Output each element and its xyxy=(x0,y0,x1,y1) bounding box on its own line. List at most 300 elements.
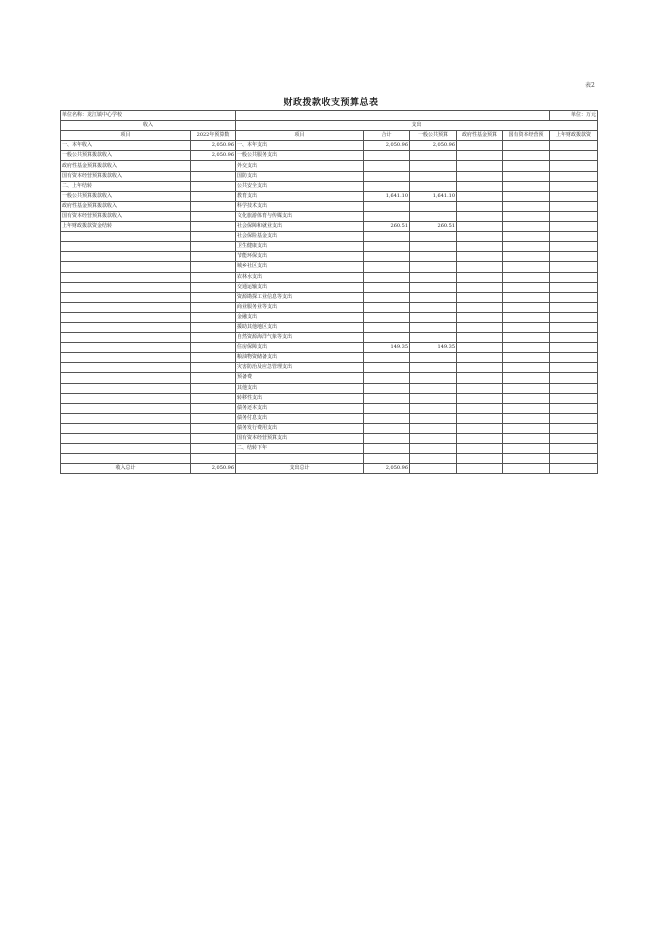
expense-item-cell: 教育支出 xyxy=(236,191,364,201)
general-budget-cell: 1,641.10 xyxy=(410,191,457,201)
prev-year-cell xyxy=(550,211,598,221)
table-row xyxy=(61,423,598,433)
general-budget-cell xyxy=(410,383,457,393)
prev-year-cell xyxy=(550,434,598,444)
gov-fund-cell xyxy=(457,282,503,292)
prev-year-cell xyxy=(550,302,598,312)
total-cell xyxy=(364,333,410,343)
general-budget-cell xyxy=(410,292,457,302)
prev-year-cell xyxy=(550,171,598,181)
total-row xyxy=(61,464,598,474)
gov-fund-cell xyxy=(457,373,503,383)
total-cell xyxy=(364,292,410,302)
income-item-cell xyxy=(61,454,191,464)
expense-item-cell: 住房保障支出 xyxy=(236,343,364,353)
state-capital-cell xyxy=(503,373,550,383)
col-expense-item: 项目 xyxy=(236,131,364,141)
income-total-label: 收入总计 xyxy=(61,464,191,474)
prev-year-cell xyxy=(550,262,598,272)
income-amount-cell xyxy=(191,312,236,322)
prev-year-cell xyxy=(550,423,598,433)
col-total: 合计 xyxy=(364,131,410,141)
general-budget-cell xyxy=(410,353,457,363)
total-cell: 1,641.10 xyxy=(364,191,410,201)
gov-fund-cell xyxy=(457,302,503,312)
income-item-cell: 一般公共预算拨款收入 xyxy=(61,151,191,161)
prev-year-cell xyxy=(550,201,598,211)
total-cell: 149.35 xyxy=(364,343,410,353)
expense-total-label: 支出总计 xyxy=(236,464,364,474)
state-capital-cell xyxy=(503,171,550,181)
expense-item-cell: 粮油物资储备支出 xyxy=(236,353,364,363)
footer-gov-fund-cell xyxy=(457,464,503,474)
general-budget-cell xyxy=(410,363,457,373)
prev-year-cell xyxy=(550,444,598,454)
table-row xyxy=(61,333,598,343)
expense-item-cell: 公共安全支出 xyxy=(236,181,364,191)
gov-fund-cell xyxy=(457,423,503,433)
footer-state-capital-cell xyxy=(503,464,550,474)
state-capital-cell xyxy=(503,201,550,211)
col-prev-year: 上年财政拨款资 xyxy=(550,131,598,141)
prev-year-cell xyxy=(550,343,598,353)
expense-header: 支出 xyxy=(236,121,598,131)
prev-year-cell xyxy=(550,363,598,373)
income-amount-cell xyxy=(191,393,236,403)
table-row xyxy=(61,413,598,423)
prev-year-cell xyxy=(550,191,598,201)
col-budget-2022: 2022年预算数 xyxy=(191,131,236,141)
income-item-cell: 一、本年收入 xyxy=(61,141,191,151)
total-cell xyxy=(364,272,410,282)
state-capital-cell xyxy=(503,141,550,151)
gov-fund-cell xyxy=(457,322,503,332)
table-row xyxy=(61,292,598,302)
income-amount-cell xyxy=(191,373,236,383)
table-row xyxy=(61,161,598,171)
total-cell xyxy=(364,353,410,363)
unit-row xyxy=(61,111,598,121)
general-budget-cell xyxy=(410,333,457,343)
income-item-cell xyxy=(61,292,191,302)
expense-item-cell: 社会保障和就业支出 xyxy=(236,222,364,232)
general-budget-cell: 260.51 xyxy=(410,222,457,232)
expense-item-cell: 金融支出 xyxy=(236,312,364,322)
expense-item-cell: 商业服务业等支出 xyxy=(236,302,364,312)
state-capital-cell xyxy=(503,282,550,292)
income-item-cell xyxy=(61,423,191,433)
state-capital-cell xyxy=(503,151,550,161)
income-amount-cell xyxy=(191,353,236,363)
prev-year-cell xyxy=(550,373,598,383)
income-amount-cell xyxy=(191,171,236,181)
total-cell xyxy=(364,201,410,211)
prev-year-cell xyxy=(550,252,598,262)
total-cell: 260.51 xyxy=(364,222,410,232)
total-cell xyxy=(364,423,410,433)
expense-item-cell xyxy=(236,454,364,464)
income-item-cell: 政府性基金预算拨款收入 xyxy=(61,201,191,211)
expense-item-cell: 节能环保支出 xyxy=(236,252,364,262)
state-capital-cell xyxy=(503,423,550,433)
prev-year-cell xyxy=(550,151,598,161)
table-row xyxy=(61,302,598,312)
expense-item-cell: 灾害防治及应急管理支出 xyxy=(236,363,364,373)
income-amount-cell xyxy=(191,222,236,232)
state-capital-cell xyxy=(503,242,550,252)
general-budget-cell xyxy=(410,413,457,423)
gov-fund-cell xyxy=(457,343,503,353)
income-item-cell xyxy=(61,262,191,272)
income-amount-cell xyxy=(191,302,236,312)
col-general-budget: 一般公共预算 xyxy=(410,131,457,141)
prev-year-cell xyxy=(550,312,598,322)
total-cell xyxy=(364,232,410,242)
income-item-cell xyxy=(61,373,191,383)
gov-fund-cell xyxy=(457,363,503,373)
general-budget-cell xyxy=(410,242,457,252)
total-cell xyxy=(364,373,410,383)
expense-item-cell: 卫生健康支出 xyxy=(236,242,364,252)
income-item-cell xyxy=(61,232,191,242)
table-row xyxy=(61,211,598,221)
table-row xyxy=(61,403,598,413)
state-capital-cell xyxy=(503,444,550,454)
general-budget-cell xyxy=(410,232,457,242)
state-capital-cell xyxy=(503,343,550,353)
expense-item-cell: 一、本年支出 xyxy=(236,141,364,151)
table-row xyxy=(61,373,598,383)
expense-item-cell: 资源勘探工业信息等支出 xyxy=(236,292,364,302)
general-budget-cell xyxy=(410,282,457,292)
table-row xyxy=(61,181,598,191)
income-item-cell: 二、上年结转 xyxy=(61,181,191,191)
total-cell xyxy=(364,282,410,292)
table-row xyxy=(61,252,598,262)
state-capital-cell xyxy=(503,454,550,464)
table-row xyxy=(61,383,598,393)
expense-item-cell: 外交支出 xyxy=(236,161,364,171)
gov-fund-cell xyxy=(457,393,503,403)
income-amount-cell xyxy=(191,444,236,454)
section-header-row xyxy=(61,121,598,131)
expense-item-cell: 二、结转下年 xyxy=(236,444,364,454)
general-budget-cell xyxy=(410,454,457,464)
table-number: 表2 xyxy=(585,82,595,89)
income-item-cell xyxy=(61,444,191,454)
expense-item-cell: 转移性支出 xyxy=(236,393,364,403)
gov-fund-cell xyxy=(457,161,503,171)
state-capital-cell xyxy=(503,222,550,232)
state-capital-cell xyxy=(503,292,550,302)
income-item-cell: 政府性基金预算拨款收入 xyxy=(61,161,191,171)
general-budget-cell: 2,050.96 xyxy=(410,141,457,151)
gov-fund-cell xyxy=(457,454,503,464)
table-row xyxy=(61,454,598,464)
expense-item-cell: 国有资本经营预算支出 xyxy=(236,434,364,444)
income-amount-cell xyxy=(191,211,236,221)
income-amount-cell xyxy=(191,454,236,464)
income-item-cell xyxy=(61,312,191,322)
general-budget-cell: 149.35 xyxy=(410,343,457,353)
income-amount-cell xyxy=(191,403,236,413)
income-item-cell xyxy=(61,322,191,332)
table-row xyxy=(61,363,598,373)
unit-name: 单位名称：龙江镇中心学校 xyxy=(61,111,236,121)
general-budget-cell xyxy=(410,393,457,403)
table-row xyxy=(61,232,598,242)
prev-year-cell xyxy=(550,403,598,413)
table-row xyxy=(61,141,598,151)
state-capital-cell xyxy=(503,211,550,221)
table-row xyxy=(61,151,598,161)
gov-fund-cell xyxy=(457,272,503,282)
unit-label: 单位：万元 xyxy=(550,111,598,121)
prev-year-cell xyxy=(550,222,598,232)
general-budget-cell xyxy=(410,444,457,454)
total-cell xyxy=(364,383,410,393)
general-budget-cell xyxy=(410,211,457,221)
state-capital-cell xyxy=(503,161,550,171)
total-cell xyxy=(364,161,410,171)
table-row xyxy=(61,242,598,252)
total-cell xyxy=(364,393,410,403)
income-amount-cell xyxy=(191,423,236,433)
income-total-value: 2,050.96 xyxy=(191,464,236,474)
income-item-cell xyxy=(61,333,191,343)
income-header: 收入 xyxy=(61,121,236,131)
general-budget-cell xyxy=(410,423,457,433)
general-budget-cell xyxy=(410,302,457,312)
table-row xyxy=(61,312,598,322)
table-row xyxy=(61,343,598,353)
prev-year-cell xyxy=(550,242,598,252)
expense-item-cell: 债务付息支出 xyxy=(236,413,364,423)
income-item-cell xyxy=(61,302,191,312)
gov-fund-cell xyxy=(457,353,503,363)
general-budget-cell xyxy=(410,434,457,444)
income-item-cell: 上年财政拨款资金结转 xyxy=(61,222,191,232)
income-item-cell xyxy=(61,272,191,282)
table-row xyxy=(61,282,598,292)
total-cell xyxy=(364,413,410,423)
prev-year-cell xyxy=(550,161,598,171)
total-cell xyxy=(364,211,410,221)
state-capital-cell xyxy=(503,262,550,272)
gov-fund-cell xyxy=(457,151,503,161)
income-amount-cell xyxy=(191,181,236,191)
table-row xyxy=(61,191,598,201)
general-budget-cell xyxy=(410,161,457,171)
table-row xyxy=(61,393,598,403)
prev-year-cell xyxy=(550,413,598,423)
expense-item-cell: 预备费 xyxy=(236,373,364,383)
gov-fund-cell xyxy=(457,211,503,221)
income-item-cell xyxy=(61,383,191,393)
total-cell xyxy=(364,242,410,252)
table-row xyxy=(61,434,598,444)
expense-item-cell: 一般公共服务支出 xyxy=(236,151,364,161)
state-capital-cell xyxy=(503,302,550,312)
general-budget-cell xyxy=(410,181,457,191)
gov-fund-cell xyxy=(457,262,503,272)
income-amount-cell xyxy=(191,413,236,423)
gov-fund-cell xyxy=(457,312,503,322)
budget-table xyxy=(60,110,598,474)
table-row xyxy=(61,262,598,272)
income-amount-cell xyxy=(191,343,236,353)
general-budget-cell xyxy=(410,171,457,181)
gov-fund-cell xyxy=(457,201,503,211)
table-row xyxy=(61,322,598,332)
total-cell xyxy=(364,363,410,373)
prev-year-cell xyxy=(550,322,598,332)
gov-fund-cell xyxy=(457,252,503,262)
income-item-cell xyxy=(61,393,191,403)
state-capital-cell xyxy=(503,312,550,322)
income-amount-cell xyxy=(191,161,236,171)
col-state-capital: 国有资本经营预 xyxy=(503,131,550,141)
gov-fund-cell xyxy=(457,141,503,151)
income-item-cell xyxy=(61,353,191,363)
income-item-cell: 国有资本经营预算拨款收入 xyxy=(61,211,191,221)
gov-fund-cell xyxy=(457,434,503,444)
income-amount-cell xyxy=(191,242,236,252)
table-row xyxy=(61,222,598,232)
gov-fund-cell xyxy=(457,171,503,181)
gov-fund-cell xyxy=(457,444,503,454)
state-capital-cell xyxy=(503,434,550,444)
total-cell xyxy=(364,262,410,272)
income-item-cell xyxy=(61,403,191,413)
expense-item-cell: 城乡社区支出 xyxy=(236,262,364,272)
income-item-cell: 国有资本经营预算拨款收入 xyxy=(61,171,191,181)
table-row xyxy=(61,444,598,454)
income-amount-cell: 2,050.96 xyxy=(191,151,236,161)
gov-fund-cell xyxy=(457,413,503,423)
prev-year-cell xyxy=(550,292,598,302)
gov-fund-cell xyxy=(457,232,503,242)
state-capital-cell xyxy=(503,191,550,201)
income-item-cell xyxy=(61,434,191,444)
prev-year-cell xyxy=(550,282,598,292)
income-amount-cell xyxy=(191,383,236,393)
general-budget-cell xyxy=(410,403,457,413)
col-gov-fund: 政府性基金预算 xyxy=(457,131,503,141)
income-amount-cell xyxy=(191,333,236,343)
income-amount-cell xyxy=(191,272,236,282)
prev-year-cell xyxy=(550,141,598,151)
total-cell xyxy=(364,312,410,322)
table-row xyxy=(61,272,598,282)
income-item-cell xyxy=(61,252,191,262)
expense-total-value: 2,050.96 xyxy=(364,464,410,474)
expense-item-cell: 自然资源海洋气象等支出 xyxy=(236,333,364,343)
expense-item-cell: 科学技术支出 xyxy=(236,201,364,211)
total-cell: 2,050.96 xyxy=(364,141,410,151)
state-capital-cell xyxy=(503,393,550,403)
gov-fund-cell xyxy=(457,383,503,393)
general-budget-cell xyxy=(410,201,457,211)
gov-fund-cell xyxy=(457,333,503,343)
income-amount-cell xyxy=(191,363,236,373)
total-cell xyxy=(364,403,410,413)
general-budget-cell xyxy=(410,151,457,161)
prev-year-cell xyxy=(550,181,598,191)
total-cell xyxy=(364,252,410,262)
state-capital-cell xyxy=(503,322,550,332)
income-amount-cell xyxy=(191,292,236,302)
table-row xyxy=(61,353,598,363)
income-item-cell xyxy=(61,282,191,292)
prev-year-cell xyxy=(550,333,598,343)
expense-item-cell: 其他支出 xyxy=(236,383,364,393)
state-capital-cell xyxy=(503,252,550,262)
page-title: 财政拨款收支预算总表 xyxy=(283,98,379,108)
income-item-cell xyxy=(61,413,191,423)
prev-year-cell xyxy=(550,393,598,403)
state-capital-cell xyxy=(503,333,550,343)
total-cell xyxy=(364,171,410,181)
total-cell xyxy=(364,444,410,454)
income-amount-cell: 2,050.96 xyxy=(191,141,236,151)
prev-year-cell xyxy=(550,383,598,393)
prev-year-cell xyxy=(550,353,598,363)
income-amount-cell xyxy=(191,322,236,332)
general-budget-cell xyxy=(410,373,457,383)
income-item-cell: 一般公共预算拨款收入 xyxy=(61,191,191,201)
general-budget-cell xyxy=(410,272,457,282)
expense-item-cell: 国防支出 xyxy=(236,171,364,181)
expense-item-cell: 援助其他地区支出 xyxy=(236,322,364,332)
column-header-row xyxy=(61,131,598,141)
income-item-cell xyxy=(61,363,191,373)
gov-fund-cell xyxy=(457,191,503,201)
state-capital-cell xyxy=(503,413,550,423)
gov-fund-cell xyxy=(457,222,503,232)
col-income-item: 项目 xyxy=(61,131,191,141)
state-capital-cell xyxy=(503,232,550,242)
general-budget-cell xyxy=(410,252,457,262)
general-budget-cell xyxy=(410,312,457,322)
expense-item-cell: 交通运输支出 xyxy=(236,282,364,292)
income-amount-cell xyxy=(191,252,236,262)
footer-general-cell xyxy=(410,464,457,474)
general-budget-cell xyxy=(410,322,457,332)
state-capital-cell xyxy=(503,363,550,373)
gov-fund-cell xyxy=(457,181,503,191)
footer-prev-year-cell xyxy=(550,464,598,474)
state-capital-cell xyxy=(503,353,550,363)
income-amount-cell xyxy=(191,191,236,201)
income-amount-cell xyxy=(191,201,236,211)
gov-fund-cell xyxy=(457,403,503,413)
income-amount-cell xyxy=(191,262,236,272)
state-capital-cell xyxy=(503,181,550,191)
prev-year-cell xyxy=(550,272,598,282)
state-capital-cell xyxy=(503,403,550,413)
table-row xyxy=(61,201,598,211)
expense-item-cell: 社会保险基金支出 xyxy=(236,232,364,242)
income-amount-cell xyxy=(191,232,236,242)
expense-item-cell: 农林水支出 xyxy=(236,272,364,282)
expense-item-cell: 债务发行费用支出 xyxy=(236,423,364,433)
prev-year-cell xyxy=(550,232,598,242)
income-amount-cell xyxy=(191,282,236,292)
total-cell xyxy=(364,302,410,312)
general-budget-cell xyxy=(410,262,457,272)
gov-fund-cell xyxy=(457,242,503,252)
